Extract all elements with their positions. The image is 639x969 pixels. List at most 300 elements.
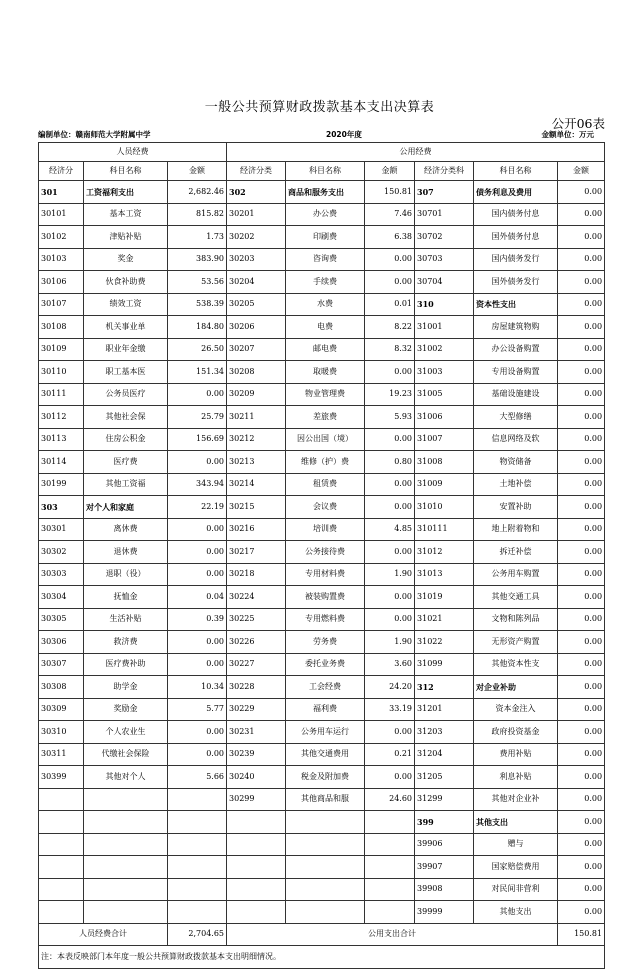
public-item-name-cell: 印刷费 <box>286 226 365 249</box>
personnel-code-cell: 30114 <box>39 451 84 474</box>
public-code-cell: 30213 <box>227 451 286 474</box>
public2-item-name-cell: 国外债务发行 <box>474 271 558 294</box>
public2-code-cell: 312 <box>415 676 474 699</box>
table-row <box>39 766 605 789</box>
table-row <box>39 203 605 226</box>
public2-code-cell: 31204 <box>415 743 474 766</box>
public2-item-name-cell: 土地补偿 <box>474 473 558 496</box>
public2-item-name-cell: 国外债务付息 <box>474 226 558 249</box>
public-item-name-cell <box>286 856 365 879</box>
public-amount-cell: 6.38 <box>365 226 415 249</box>
public2-item-name-cell: 物资储备 <box>474 451 558 474</box>
public-amount-cell: 24.60 <box>365 788 415 811</box>
public-code-cell: 30218 <box>227 563 286 586</box>
public2-item-name-cell: 费用补贴 <box>474 743 558 766</box>
personnel-amount-cell: 22.19 <box>168 496 227 519</box>
personnel-code-cell: 30308 <box>39 676 84 699</box>
personnel-item-name-cell: 公务员医疗 <box>84 383 168 406</box>
table-row <box>39 608 605 631</box>
public2-amount-cell: 0.00 <box>558 428 605 451</box>
note-row <box>39 946 605 969</box>
public-code-cell: 30209 <box>227 383 286 406</box>
public-code-cell: 30299 <box>227 788 286 811</box>
public2-item-name-cell: 拆迁补偿 <box>474 541 558 564</box>
public2-code-cell: 307 <box>415 181 474 204</box>
public-amount-cell: 0.00 <box>365 586 415 609</box>
personnel-code-cell: 30113 <box>39 428 84 451</box>
personnel-amount-cell <box>168 811 227 834</box>
personnel-amount-cell: 0.00 <box>168 631 227 654</box>
public2-amount-cell: 0.00 <box>558 518 605 541</box>
public-amount-cell <box>365 856 415 879</box>
public-code-cell: 302 <box>227 181 286 204</box>
personnel-amount-cell: 2,682.46 <box>168 181 227 204</box>
personnel-amount-cell: 383.90 <box>168 248 227 271</box>
public2-amount-cell: 0.00 <box>558 653 605 676</box>
public2-item-name-cell: 房屋建筑物购 <box>474 316 558 339</box>
public2-item-name-cell: 信息网络及软 <box>474 428 558 451</box>
public-item-name-cell: 租赁费 <box>286 473 365 496</box>
personnel-code-cell: 303 <box>39 496 84 519</box>
public-item-name-cell: 劳务费 <box>286 631 365 654</box>
public2-item-name-cell: 无形资产购置 <box>474 631 558 654</box>
public2-item-name-cell: 大型修缮 <box>474 406 558 429</box>
public2-code-cell: 31201 <box>415 698 474 721</box>
public2-code-cell: 30701 <box>415 203 474 226</box>
personnel-amount-cell: 25.79 <box>168 406 227 429</box>
personnel-amount-cell <box>168 856 227 879</box>
public-code-cell: 30216 <box>227 518 286 541</box>
public2-item-name-cell: 办公设备购置 <box>474 338 558 361</box>
table-row <box>39 293 605 316</box>
public2-item-name-cell: 专用设备购置 <box>474 361 558 384</box>
public-code-cell: 30215 <box>227 496 286 519</box>
public-code-cell: 30202 <box>227 226 286 249</box>
personnel-amount-cell: 0.00 <box>168 541 227 564</box>
public-item-name-cell <box>286 878 365 901</box>
public2-code-cell: 31010 <box>415 496 474 519</box>
table-row <box>39 226 605 249</box>
personnel-code-cell: 30106 <box>39 271 84 294</box>
public-item-name-cell: 专用材料费 <box>286 563 365 586</box>
public2-code-cell: 31006 <box>415 406 474 429</box>
public2-item-name-cell: 其他支出 <box>474 811 558 834</box>
table-row <box>39 541 605 564</box>
public-amount-cell: 0.00 <box>365 721 415 744</box>
public-total-value: 150.81 <box>558 923 605 946</box>
personnel-amount-cell: 10.34 <box>168 676 227 699</box>
personnel-item-name-cell: 其他社会保 <box>84 406 168 429</box>
public2-item-name-cell: 其他对企业补 <box>474 788 558 811</box>
table-row <box>39 631 605 654</box>
personnel-amount-cell: 1.73 <box>168 226 227 249</box>
personnel-amount-cell: 0.00 <box>168 563 227 586</box>
public2-amount-cell: 0.00 <box>558 833 605 856</box>
public2-item-name-cell: 资本性支出 <box>474 293 558 316</box>
personnel-item-name-cell: 医疗费 <box>84 451 168 474</box>
table-row <box>39 833 605 856</box>
personnel-code-cell <box>39 856 84 879</box>
personnel-amount-cell <box>168 901 227 924</box>
public2-item-name-cell: 安置补助 <box>474 496 558 519</box>
public-item-name-cell: 委托业务费 <box>286 653 365 676</box>
public2-amount-cell: 0.00 <box>558 451 605 474</box>
personnel-amount-cell: 151.34 <box>168 361 227 384</box>
col-name: 科目名称 <box>286 162 365 181</box>
public-code-cell: 30204 <box>227 271 286 294</box>
public-amount-cell: 24.20 <box>365 676 415 699</box>
personnel-amount-cell: 53.56 <box>168 271 227 294</box>
public-code-cell: 30231 <box>227 721 286 744</box>
table-row <box>39 518 605 541</box>
public-code-cell <box>227 811 286 834</box>
personnel-amount-cell: 0.00 <box>168 518 227 541</box>
public-code-cell: 30225 <box>227 608 286 631</box>
public2-code-cell: 31009 <box>415 473 474 496</box>
personnel-code-cell <box>39 878 84 901</box>
personnel-item-name-cell <box>84 833 168 856</box>
public2-code-cell: 31203 <box>415 721 474 744</box>
page-title: 一般公共预算财政拨款基本支出决算表 <box>204 100 435 115</box>
personnel-item-name-cell: 抚恤金 <box>84 586 168 609</box>
public2-code-cell: 39908 <box>415 878 474 901</box>
table-row <box>39 316 605 339</box>
public-code-cell <box>227 878 286 901</box>
public-code-cell: 30239 <box>227 743 286 766</box>
personnel-amount-cell <box>168 833 227 856</box>
personnel-total-value: 2,704.65 <box>168 923 227 946</box>
public2-code-cell: 30704 <box>415 271 474 294</box>
public2-amount-cell: 0.00 <box>558 631 605 654</box>
public2-code-cell: 30703 <box>415 248 474 271</box>
public2-item-name-cell: 国家赔偿费用 <box>474 856 558 879</box>
public-code-cell <box>227 856 286 879</box>
public-amount-cell: 4.85 <box>365 518 415 541</box>
public2-code-cell: 31008 <box>415 451 474 474</box>
personnel-code-cell: 30102 <box>39 226 84 249</box>
public2-code-cell: 31012 <box>415 541 474 564</box>
public-item-name-cell: 福利费 <box>286 698 365 721</box>
table-row <box>39 563 605 586</box>
table-row <box>39 338 605 361</box>
public2-code-cell: 39907 <box>415 856 474 879</box>
public-code-cell: 30240 <box>227 766 286 789</box>
public2-amount-cell: 0.00 <box>558 608 605 631</box>
public2-code-cell: 31021 <box>415 608 474 631</box>
public-header: 公用经费 <box>227 143 605 162</box>
public-amount-cell: 0.00 <box>365 608 415 631</box>
public-code-cell <box>227 833 286 856</box>
public2-item-name-cell: 基础设施建设 <box>474 383 558 406</box>
personnel-amount-cell: 0.39 <box>168 608 227 631</box>
personnel-amount-cell: 5.77 <box>168 698 227 721</box>
personnel-item-name-cell: 其他对个人 <box>84 766 168 789</box>
personnel-amount-cell <box>168 878 227 901</box>
personnel-code-cell: 30302 <box>39 541 84 564</box>
public2-item-name-cell: 公务用车购置 <box>474 563 558 586</box>
public-code-cell: 30203 <box>227 248 286 271</box>
public-amount-cell: 0.80 <box>365 451 415 474</box>
public-code-cell: 30208 <box>227 361 286 384</box>
public2-amount-cell: 0.00 <box>558 788 605 811</box>
public2-amount-cell: 0.00 <box>558 721 605 744</box>
public2-item-name-cell: 利息补贴 <box>474 766 558 789</box>
public-code-cell: 30224 <box>227 586 286 609</box>
table-row <box>39 676 605 699</box>
public-item-name-cell <box>286 901 365 924</box>
personnel-code-cell: 30303 <box>39 563 84 586</box>
public2-amount-cell: 0.00 <box>558 811 605 834</box>
personnel-code-cell: 30110 <box>39 361 84 384</box>
public2-amount-cell: 0.00 <box>558 316 605 339</box>
personnel-amount-cell: 343.94 <box>168 473 227 496</box>
table-row <box>39 653 605 676</box>
public-item-name-cell: 咨询费 <box>286 248 365 271</box>
public2-item-name-cell: 其他交通工具 <box>474 586 558 609</box>
table-row <box>39 721 605 744</box>
public2-item-name-cell: 其他支出 <box>474 901 558 924</box>
public-item-name-cell <box>286 811 365 834</box>
personnel-item-name-cell: 基本工资 <box>84 203 168 226</box>
public2-amount-cell: 0.00 <box>558 496 605 519</box>
table-row <box>39 271 605 294</box>
personnel-amount-cell: 26.50 <box>168 338 227 361</box>
public-item-name-cell: 公务用车运行 <box>286 721 365 744</box>
public-amount-cell: 3.60 <box>365 653 415 676</box>
public2-item-name-cell: 对民间非营利 <box>474 878 558 901</box>
public2-amount-cell: 0.00 <box>558 406 605 429</box>
personnel-amount-cell: 538.39 <box>168 293 227 316</box>
table-row <box>39 473 605 496</box>
public-code-cell: 30212 <box>227 428 286 451</box>
public2-amount-cell: 0.00 <box>558 766 605 789</box>
public2-code-cell: 31005 <box>415 383 474 406</box>
public-amount-cell: 0.00 <box>365 496 415 519</box>
public2-code-cell: 31007 <box>415 428 474 451</box>
table-row <box>39 496 605 519</box>
personnel-amount-cell: 0.00 <box>168 383 227 406</box>
personnel-item-name-cell: 机关事业单 <box>84 316 168 339</box>
personnel-item-name-cell: 其他工资福 <box>84 473 168 496</box>
table-row <box>39 878 605 901</box>
public-amount-cell: 150.81 <box>365 181 415 204</box>
public2-code-cell: 31019 <box>415 586 474 609</box>
table-row <box>39 248 605 271</box>
public-amount-cell: 0.00 <box>365 766 415 789</box>
personnel-amount-cell: 156.69 <box>168 428 227 451</box>
col-name: 科目名称 <box>474 162 558 181</box>
public-code-cell: 30226 <box>227 631 286 654</box>
personnel-code-cell: 30310 <box>39 721 84 744</box>
public2-item-name-cell: 赠与 <box>474 833 558 856</box>
public2-amount-cell: 0.00 <box>558 248 605 271</box>
public2-amount-cell: 0.00 <box>558 563 605 586</box>
public2-amount-cell: 0.00 <box>558 541 605 564</box>
public2-item-name-cell: 政府投资基金 <box>474 721 558 744</box>
personnel-code-cell <box>39 811 84 834</box>
col-amount: 金额 <box>365 162 415 181</box>
table-row <box>39 743 605 766</box>
public-item-name-cell: 被装购置费 <box>286 586 365 609</box>
personnel-item-name-cell: 伙食补助费 <box>84 271 168 294</box>
public-amount-cell: 19.23 <box>365 383 415 406</box>
public2-code-cell: 39999 <box>415 901 474 924</box>
table-row <box>39 788 605 811</box>
personnel-total-label: 人员经费合计 <box>39 923 168 946</box>
personnel-code-cell <box>39 833 84 856</box>
amount-unit: 金额单位：万元 <box>541 130 594 139</box>
col-econ: 经济分类科 <box>415 162 474 181</box>
public2-amount-cell: 0.00 <box>558 203 605 226</box>
public2-amount-cell: 0.00 <box>558 743 605 766</box>
table-row <box>39 361 605 384</box>
table-row <box>39 901 605 924</box>
public2-item-name-cell: 地上附着物和 <box>474 518 558 541</box>
public2-code-cell: 39906 <box>415 833 474 856</box>
public-code-cell: 30205 <box>227 293 286 316</box>
public-amount-cell: 0.00 <box>365 473 415 496</box>
public2-code-cell: 310 <box>415 293 474 316</box>
personnel-amount-cell: 184.80 <box>168 316 227 339</box>
public-amount-cell: 8.32 <box>365 338 415 361</box>
public-total-label: 公用支出合计 <box>227 923 558 946</box>
public-item-name-cell: 电费 <box>286 316 365 339</box>
personnel-code-cell: 30305 <box>39 608 84 631</box>
personnel-item-name-cell: 职工基本医 <box>84 361 168 384</box>
public-amount-cell: 1.90 <box>365 631 415 654</box>
public2-code-cell: 31003 <box>415 361 474 384</box>
table-row <box>39 383 605 406</box>
public2-amount-cell: 0.00 <box>558 361 605 384</box>
col-amount: 金额 <box>168 162 227 181</box>
public-amount-cell: 0.00 <box>365 541 415 564</box>
public-item-name-cell: 税金及附加费 <box>286 766 365 789</box>
public2-amount-cell: 0.00 <box>558 586 605 609</box>
personnel-code-cell <box>39 901 84 924</box>
table-row <box>39 698 605 721</box>
col-amount: 金额 <box>558 162 605 181</box>
table-note: 注：本表反映部门本年度一般公共预算财政拨款基本支出明细情况。 <box>39 946 605 969</box>
public-item-name-cell: 培训费 <box>286 518 365 541</box>
public-item-name-cell: 会议费 <box>286 496 365 519</box>
public-amount-cell <box>365 878 415 901</box>
personnel-code-cell: 30301 <box>39 518 84 541</box>
public-amount-cell: 5.93 <box>365 406 415 429</box>
public2-amount-cell: 0.00 <box>558 338 605 361</box>
public-code-cell <box>227 901 286 924</box>
table-row <box>39 811 605 834</box>
table-row <box>39 406 605 429</box>
group-header-row <box>39 143 605 162</box>
public2-amount-cell: 0.00 <box>558 226 605 249</box>
table-row <box>39 451 605 474</box>
personnel-code-cell: 30109 <box>39 338 84 361</box>
public2-code-cell: 31022 <box>415 631 474 654</box>
personnel-item-name-cell: 助学金 <box>84 676 168 699</box>
public2-item-name-cell: 债务利息及费用 <box>474 181 558 204</box>
col-name: 科目名称 <box>84 162 168 181</box>
public2-amount-cell: 0.00 <box>558 901 605 924</box>
public-item-name-cell: 其他商品和服 <box>286 788 365 811</box>
public2-amount-cell: 0.00 <box>558 181 605 204</box>
public2-amount-cell: 0.00 <box>558 383 605 406</box>
personnel-item-name-cell: 医疗费补助 <box>84 653 168 676</box>
personnel-amount-cell: 0.00 <box>168 653 227 676</box>
personnel-code-cell: 30103 <box>39 248 84 271</box>
table-row <box>39 586 605 609</box>
form-number: 公开06表 <box>551 116 605 131</box>
table-row <box>39 428 605 451</box>
totals-row <box>39 923 605 946</box>
public-amount-cell: 1.90 <box>365 563 415 586</box>
personnel-code-cell: 30304 <box>39 586 84 609</box>
table-row <box>39 856 605 879</box>
col-econ: 经济分类 <box>227 162 286 181</box>
public-item-name-cell: 工会经费 <box>286 676 365 699</box>
public-item-name-cell: 差旅费 <box>286 406 365 429</box>
public-item-name-cell: 物业管理费 <box>286 383 365 406</box>
public-item-name-cell: 办公费 <box>286 203 365 226</box>
public-code-cell: 30227 <box>227 653 286 676</box>
public-item-name-cell: 公务接待费 <box>286 541 365 564</box>
public2-amount-cell: 0.00 <box>558 698 605 721</box>
public-item-name-cell: 专用燃料费 <box>286 608 365 631</box>
personnel-item-name-cell: 对个人和家庭 <box>84 496 168 519</box>
personnel-code-cell: 30111 <box>39 383 84 406</box>
public-amount-cell: 0.00 <box>365 428 415 451</box>
public-amount-cell: 0.00 <box>365 361 415 384</box>
public2-amount-cell: 0.00 <box>558 878 605 901</box>
public2-item-name-cell: 其他资本性支 <box>474 653 558 676</box>
personnel-code-cell: 30199 <box>39 473 84 496</box>
personnel-item-name-cell: 救济费 <box>84 631 168 654</box>
personnel-item-name-cell <box>84 811 168 834</box>
public-code-cell: 30229 <box>227 698 286 721</box>
public-item-name-cell: 邮电费 <box>286 338 365 361</box>
personnel-item-name-cell: 退职（役） <box>84 563 168 586</box>
public2-code-cell: 31002 <box>415 338 474 361</box>
public-code-cell: 30211 <box>227 406 286 429</box>
personnel-code-cell: 30112 <box>39 406 84 429</box>
personnel-item-name-cell: 住房公积金 <box>84 428 168 451</box>
compiling-unit: 编制单位：赣南师范大学附属中学 <box>38 130 151 139</box>
personnel-item-name-cell: 工资福利支出 <box>84 181 168 204</box>
public-code-cell: 30207 <box>227 338 286 361</box>
public2-code-cell: 31205 <box>415 766 474 789</box>
public2-code-cell: 30702 <box>415 226 474 249</box>
public-code-cell: 30206 <box>227 316 286 339</box>
personnel-item-name-cell <box>84 901 168 924</box>
personnel-item-name-cell: 奖金 <box>84 248 168 271</box>
personnel-code-cell: 301 <box>39 181 84 204</box>
public-code-cell: 30228 <box>227 676 286 699</box>
public-code-cell: 30214 <box>227 473 286 496</box>
personnel-code-cell: 30107 <box>39 293 84 316</box>
col-econ: 经济分 <box>39 162 84 181</box>
personnel-amount-cell: 0.00 <box>168 451 227 474</box>
public-amount-cell: 0.21 <box>365 743 415 766</box>
public-amount-cell: 8.22 <box>365 316 415 339</box>
public2-code-cell: 31001 <box>415 316 474 339</box>
public-item-name-cell: 水费 <box>286 293 365 316</box>
personnel-item-name-cell <box>84 788 168 811</box>
personnel-item-name-cell: 代缴社会保险 <box>84 743 168 766</box>
personnel-code-cell: 30307 <box>39 653 84 676</box>
expenditure-table <box>38 142 605 969</box>
public-amount-cell <box>365 901 415 924</box>
public-amount-cell: 0.01 <box>365 293 415 316</box>
table-row <box>39 181 605 204</box>
